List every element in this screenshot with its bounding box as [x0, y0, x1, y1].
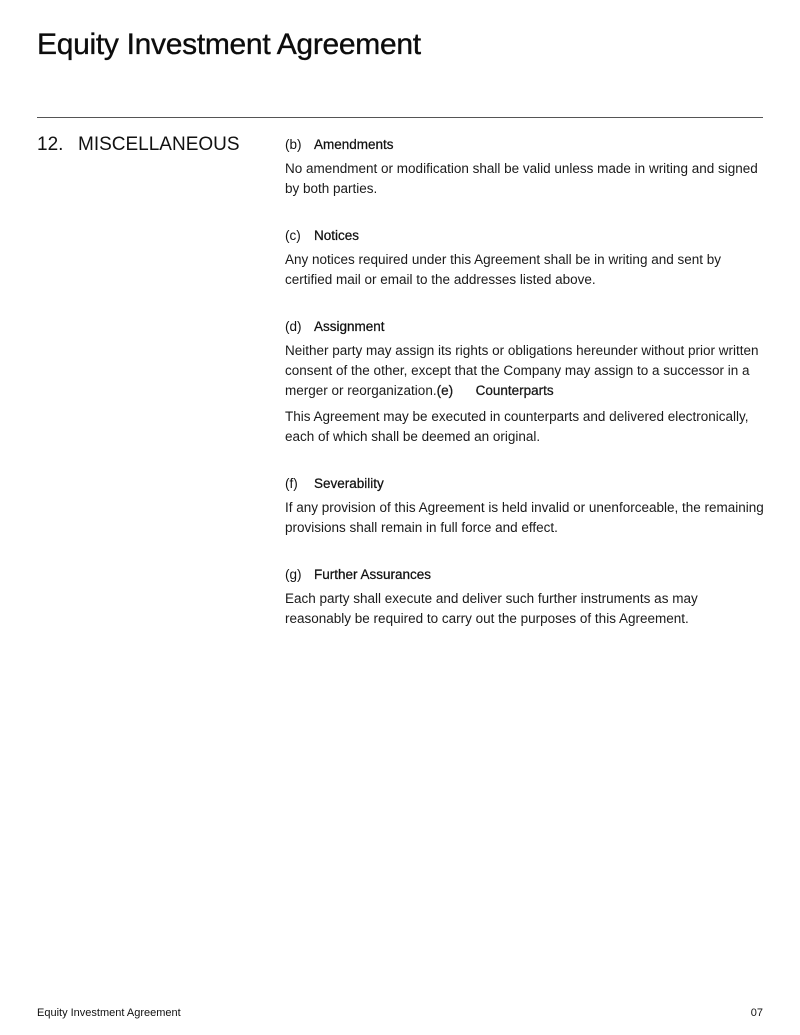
clause-title: Amendments — [314, 137, 394, 152]
footer-page-number: 07 — [750, 1007, 763, 1019]
document-title: Equity Investment Agreement — [37, 28, 421, 61]
clause-counterparts — [285, 407, 765, 447]
clause-amendments — [285, 136, 765, 199]
clause-heading — [285, 318, 765, 335]
clause-heading — [285, 136, 765, 153]
clause-list — [285, 136, 765, 657]
clause-body: If any provision of this Agreement is held invalid or unenforceable, the remaining provisions shall remain in full force and effect. — [285, 500, 764, 535]
clause-title: Notices — [314, 228, 360, 243]
clause-heading — [285, 475, 765, 492]
clause-body-with-runon-heading — [285, 341, 765, 401]
footer-document-title: Equity Investment Agreement — [37, 1007, 181, 1019]
clause-body: This Agreement may be executed in counterparts and delivered electronically, each of which shall be deemed an original. — [285, 409, 749, 444]
clause-notices — [285, 227, 765, 290]
clause-letter: (d) — [285, 319, 302, 334]
clause-heading — [285, 566, 765, 583]
clause-body: Any notices required under this Agreement shall be in writing and sent by certified mail or email to the addresses listed above. — [285, 252, 722, 287]
clause-title: Assignment — [314, 319, 385, 334]
clause-body: Neither party may assign its rights or obligations hereunder without prior written consent of the other, except that the Company may assign to a successor in a merger or reorganization. — [285, 343, 759, 398]
clause-severability — [285, 475, 765, 538]
clause-title: Severability — [314, 476, 384, 491]
clause-letter: (c) — [285, 228, 301, 243]
clause-title: Counterparts — [475, 383, 554, 398]
clause-letter: (e) — [436, 383, 454, 398]
clause-further-assurances — [285, 566, 765, 629]
clause-title: Further Assurances — [314, 567, 432, 582]
clause-letter: (g) — [285, 567, 302, 582]
clause-letter: (b) — [285, 137, 302, 152]
clause-body: No amendment or modification shall be valid unless made in writing and signed by both parties. — [285, 161, 758, 196]
section-number: 12. — [37, 134, 64, 155]
header-divider — [37, 117, 763, 118]
clause-letter: (f) — [285, 476, 298, 491]
clause-assignment — [285, 318, 765, 401]
clause-body: Each party shall execute and deliver such further instruments as may reasonably be required to carry out the purposes of this Agreement. — [285, 591, 698, 626]
clause-heading-inline — [437, 381, 554, 401]
section-heading — [37, 134, 240, 156]
section-title: MISCELLANEOUS — [78, 134, 240, 155]
clause-heading — [285, 227, 765, 244]
